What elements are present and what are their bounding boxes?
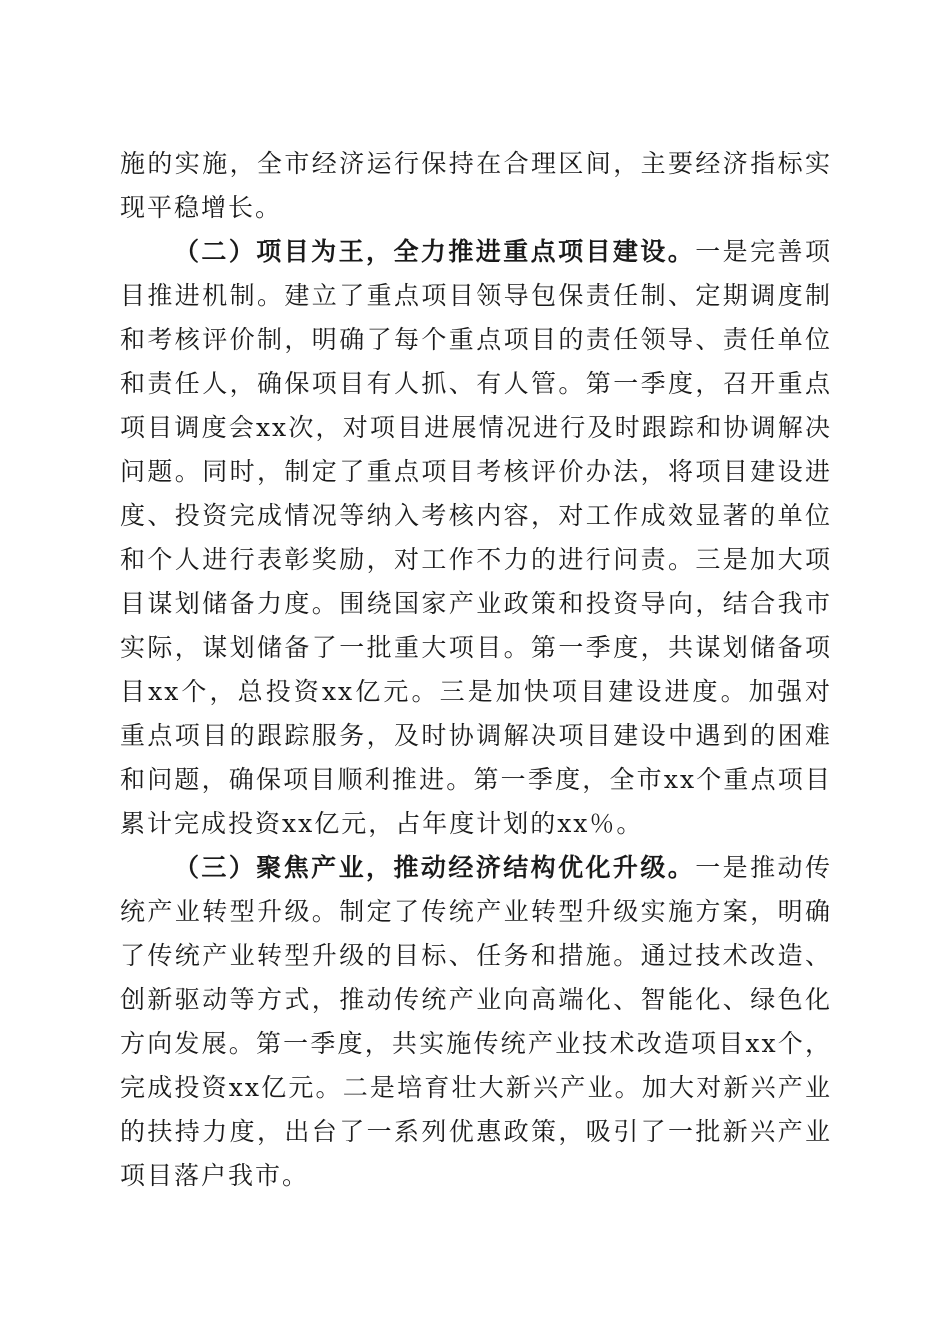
section-heading: （二）项目为王，全力推进重点项目建设。 <box>174 237 696 266</box>
section-heading: （三）聚焦产业，推动经济结构优化升级。 <box>174 853 696 882</box>
paragraph-text: 一是完善项目推进机制。建立了重点项目领导包保责任制、定期调度制和考核评价制，明确了每个重点项目的责任领导、责任单位和责任人，确保项目有人抓、有人管。第一季度，召开重点项目调度会xx次，对项目进展情况进行及时跟踪和协调解决问题。同时，制定了重点项目考核评价办法，将项目建设进度、投资完成情况等纳入考核内容，对工作成效显著的单位和个人进行表彰奖励，对工作不力的进行问责。三是加大项目谋划储备力度。围绕国家产业政策和投资导向，结合我市实际，谋划储备了一批重大项目。第一季度，共谋划储备项目xx个，总投资xx亿元。三是加快项目建设进度。加强对重点项目的跟踪服务，及时协调解决项目建设中遇到的困难和问题，确保项目顺利推进。第一季度，全市xx个重点项目累计完成投资xx亿元，占年度计划的xx％。 <box>120 237 832 838</box>
paragraph-section-2 <box>120 230 832 846</box>
document-body <box>120 142 832 1198</box>
paragraph-text: 一是推动传统产业转型升级。制定了传统产业转型升级实施方案，明确了传统产业转型升级的目标、任务和措施。通过技术改造、创新驱动等方式，推动传统产业向高端化、智能化、绿色化方向发展。第一季度，共实施传统产业技术改造项目xx个，完成投资xx亿元。二是培育壮大新兴产业。加大对新兴产业的扶持力度，出台了一系列优惠政策，吸引了一批新兴产业项目落户我市。 <box>120 853 832 1190</box>
paragraph-text: 施的实施，全市经济运行保持在合理区间，主要经济指标实现平稳增长。 <box>120 149 832 222</box>
paragraph-continuation <box>120 142 832 230</box>
paragraph-section-3 <box>120 846 832 1198</box>
